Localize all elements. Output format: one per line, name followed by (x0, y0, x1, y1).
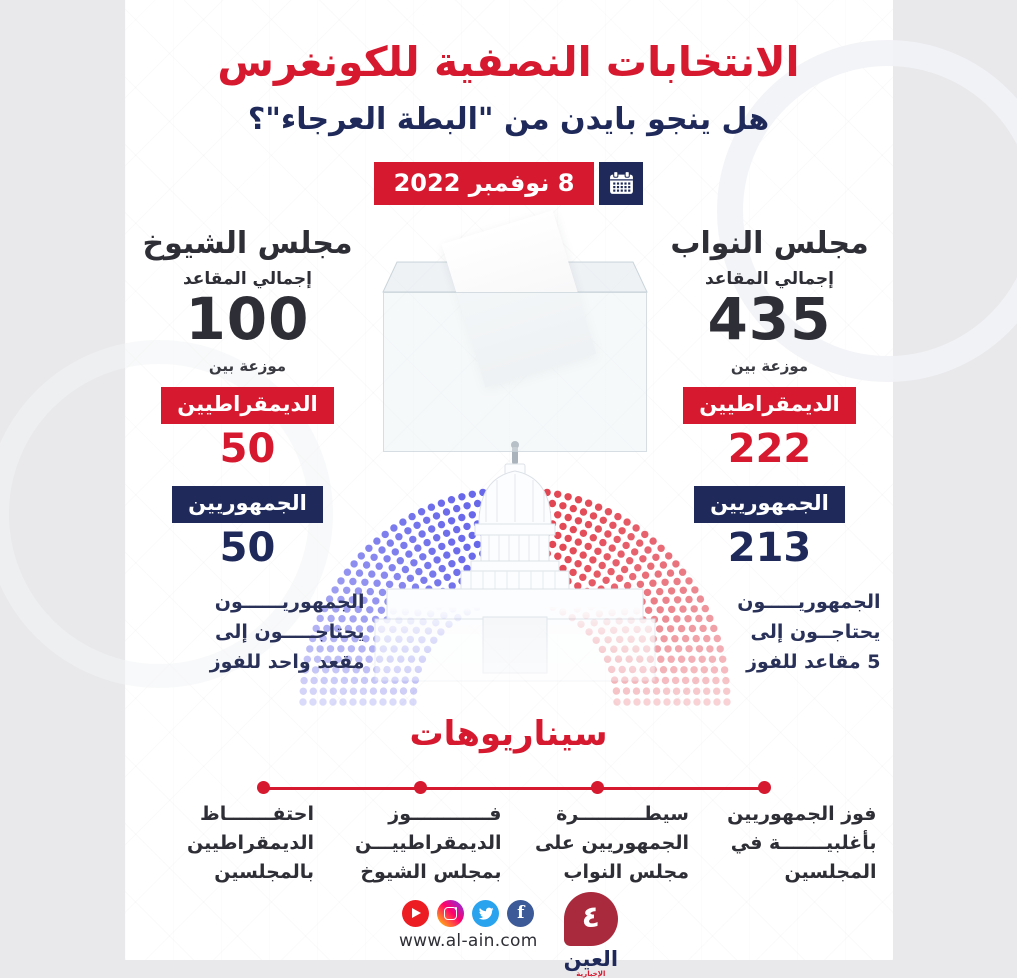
page-title: الانتخابات النصفية للكونغرس (125, 38, 893, 86)
house-note-line2: يحتاجــون إلى (653, 617, 881, 647)
house-note-line3: 5 مقاعد للفوز (653, 647, 881, 677)
alain-logo-subtext: الإخبارية (576, 970, 605, 978)
twitter-icon[interactable] (472, 900, 499, 927)
capitol-building-illustration (365, 438, 665, 710)
scenario-4-line3: بالمجلسين (141, 858, 315, 887)
social-icons (402, 900, 534, 927)
senate-republicans-value: 50 (131, 525, 365, 571)
scenarios-list (141, 800, 877, 887)
scenario-2-line1: سيطــــــــــرة (516, 800, 690, 829)
scenario-2-line3: مجلس النواب (516, 858, 690, 887)
house-republicans-value: 213 (653, 525, 887, 571)
senate-title: مجلس الشيوخ (131, 226, 365, 261)
website-url: www.al-ain.com (399, 931, 538, 951)
timeline-dot (591, 781, 604, 794)
senate-note-line2: يحتاجـــــون إلى (179, 617, 365, 647)
senate-split-label: موزعة بين (131, 357, 365, 375)
scenario-3-line3: بمجلس الشيوخ (328, 858, 502, 887)
scenarios-timeline (263, 787, 770, 790)
date-badge (125, 162, 893, 205)
senate-democrats-value: 50 (131, 426, 365, 472)
house-total-value: 435 (653, 289, 887, 349)
ballot-box-glass-front (383, 292, 647, 452)
scenario-item-1 (703, 800, 877, 887)
scenario-4-line2: الديمقراطيين (141, 829, 315, 858)
senate-total-value: 100 (131, 289, 365, 349)
scenario-3-line2: الديمقراطييـــن (328, 829, 502, 858)
scenario-1-line3: المجلسين (703, 858, 877, 887)
house-note (653, 587, 887, 677)
scenario-4-line1: احتفـــــــاظ (141, 800, 315, 829)
house-total-label: إجمالي المقاعد (653, 269, 887, 289)
footer (125, 892, 893, 978)
scenario-2-line2: الجمهوريين على (516, 829, 690, 858)
scenario-1-line2: بأغلبيـــــــة في (703, 829, 877, 858)
page-subtitle: هل ينجو بايدن من "البطة العرجاء"؟ (125, 102, 893, 137)
timeline-dot (414, 781, 427, 794)
scenario-1-line1: فوز الجمهوريين (703, 800, 877, 829)
senate-note-line1: الجمهوريــــــون (179, 587, 365, 617)
house-note-line1: الجمهوريـــــون (653, 587, 881, 617)
scenario-3-line1: فــــــــــــوز (328, 800, 502, 829)
social-block (399, 900, 538, 951)
house-democrats-badge: الديمقراطيين (683, 387, 855, 424)
timeline-dot (758, 781, 771, 794)
house-split-label: موزعة بين (653, 357, 887, 375)
instagram-icon[interactable] (437, 900, 464, 927)
senate-note-line3: مقعد واحد للفوز (179, 647, 365, 677)
date-text: 8 نوفمبر 2022 (374, 162, 595, 205)
infographic-page (125, 0, 893, 960)
house-title: مجلس النواب (653, 226, 887, 261)
scenario-item-2 (516, 800, 690, 887)
timeline-dot (257, 781, 270, 794)
scenario-item-4 (141, 800, 315, 887)
alain-logo-text: العين (564, 948, 618, 970)
scenario-item-3 (328, 800, 502, 887)
senate-total-label: إجمالي المقاعد (131, 269, 365, 289)
senate-column (131, 226, 365, 677)
senate-democrats-badge: الديمقراطيين (161, 387, 333, 424)
alain-logo (564, 892, 618, 978)
house-republicans-badge: الجمهوريين (694, 486, 845, 523)
house-democrats-value: 222 (653, 426, 887, 472)
house-column (653, 226, 887, 677)
senate-republicans-badge: الجمهوريين (172, 486, 323, 523)
senate-note (179, 587, 365, 677)
calendar-icon (599, 162, 643, 205)
youtube-icon[interactable] (402, 900, 429, 927)
scenarios-title: سيناريوهات (125, 714, 893, 754)
facebook-icon[interactable] (507, 900, 534, 927)
alain-logo-icon (564, 892, 618, 946)
